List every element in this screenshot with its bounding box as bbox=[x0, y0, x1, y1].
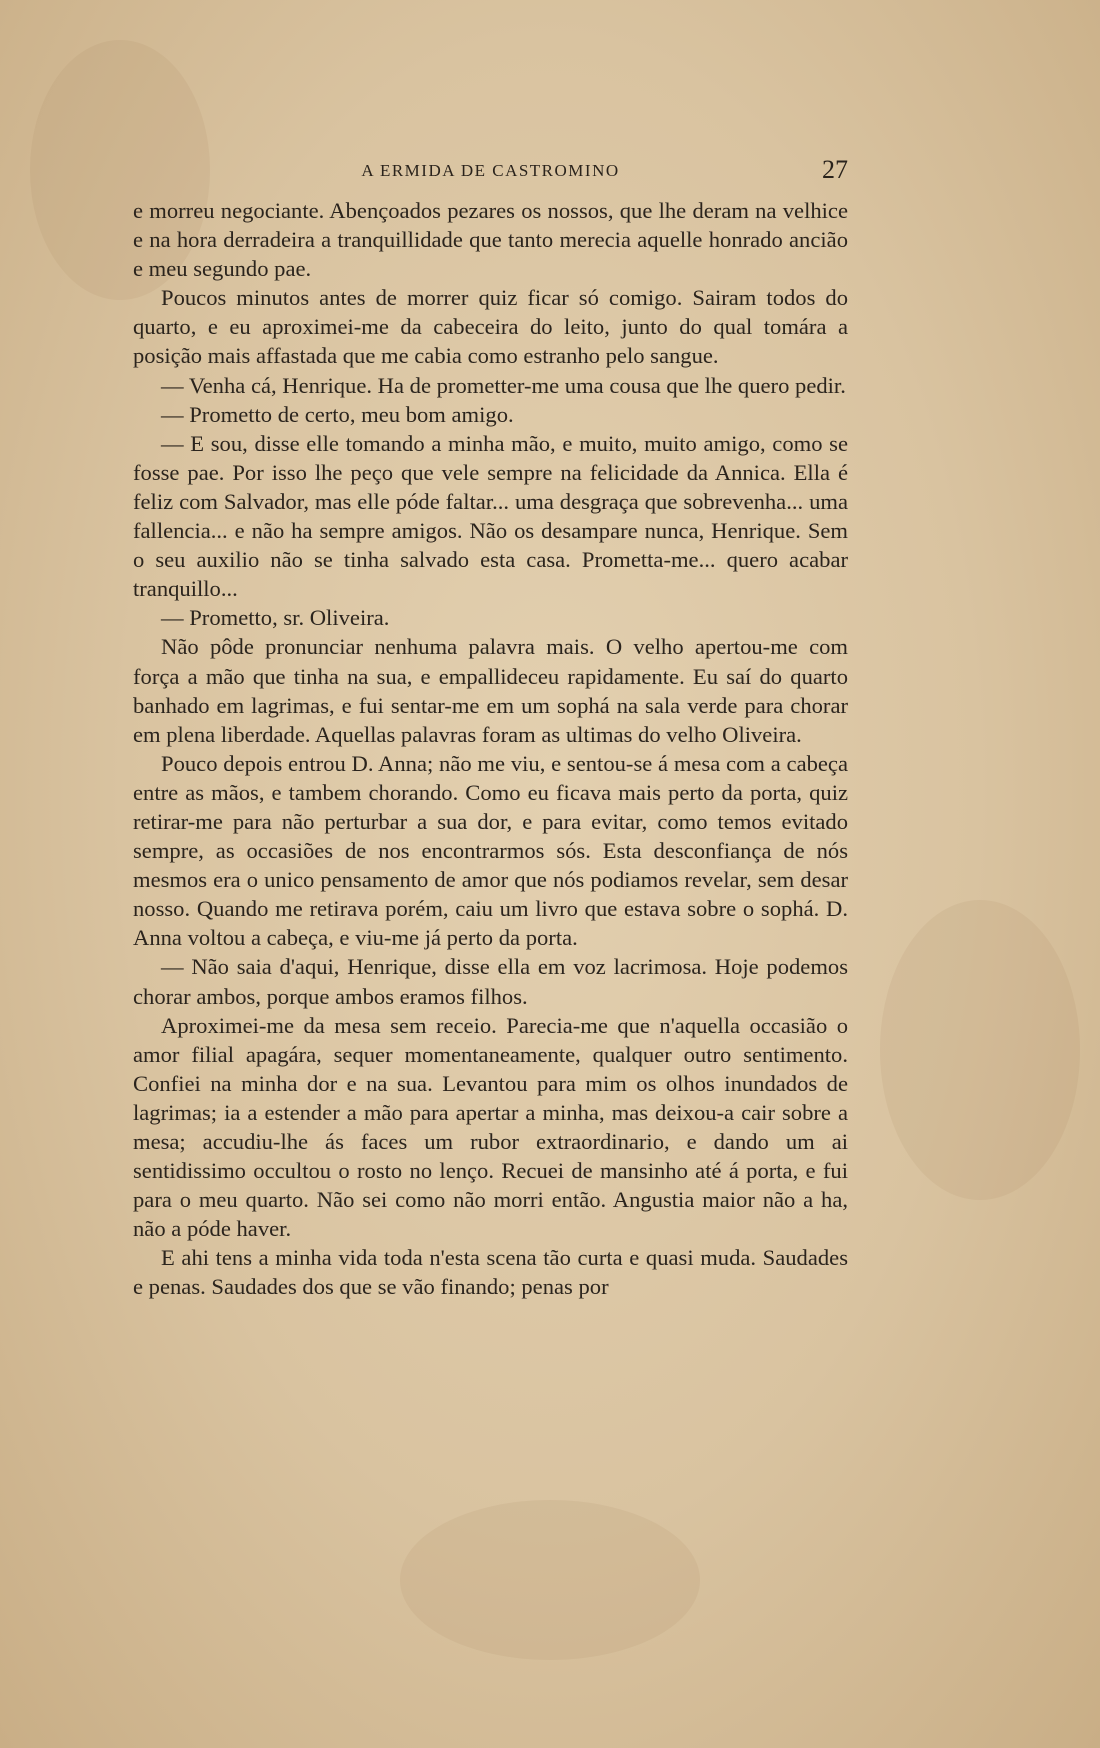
paragraph: Aproximei-me da mesa sem receio. Parecia-me que n'aquella occasião o amor filial apagára, sequer momentaneamente, qualquer outro sentimento. Confiei na minha dor e na sua. Levantou para mim os olhos inundados de lagrimas; ia a estender a mão para apertar a minha, mas deixou-a cair sobre a mesa; accudiu-lhe ás faces um rubor extraordinario, e dando um ai sentidissimo occultou o rosto no lenço. Recuei de mansinho até á porta, e fui para o meu quarto. Não sei como não morri então. Angustia maior não a ha, não a póde haver. bbox=[133, 1012, 848, 1242]
dialogue-line: — Venha cá, Henrique. Ha de prometter-me uma cousa que lhe quero pedir. bbox=[161, 372, 846, 398]
paragraph: Não pôde pronunciar nenhuma palavra mais. O velho apertou-me com força a mão que tinha na sua, e empallideceu rapidamente. Eu saí do quarto banhado em lagrimas, e fui sentar-me em um sophá na sala verde para chorar em plena liberdade. Aquellas palavras foram as ultimas do velho Oliveira. bbox=[133, 634, 848, 747]
dialogue-line: — Não saia d'aqui, Henrique, disse ella em voz lacrimosa. Hoje podemos chorar ambos, porque ambos eramos filhos. bbox=[133, 954, 848, 1009]
dialogue-line: — Prometto, sr. Oliveira. bbox=[161, 605, 390, 631]
page-header bbox=[133, 155, 848, 185]
running-title: A ERMIDA DE CASTROMINO bbox=[361, 161, 620, 180]
page-number: 27 bbox=[822, 155, 848, 184]
paragraph: E ahi tens a minha vida toda n'esta scena tão curta e quasi muda. Saudades e penas. Saudades dos que se vão finando; penas por bbox=[133, 1245, 848, 1300]
dialogue-line: — Prometto de certo, meu bom amigo. bbox=[161, 401, 514, 427]
body-text bbox=[133, 196, 848, 1302]
paper-stain bbox=[880, 900, 1080, 1200]
paragraph: Pouco depois entrou D. Anna; não me viu, e sentou-se á mesa com a cabeça entre as mãos, e tambem chorando. Como eu ficava mais perto da porta, quiz retirar-me para não perturbar a sua dor, e para evitar, como temos evitado sempre, as occasiões de nos encontrarmos sós. Esta desconfiança de nós mesmos era o unico pensamento de amor que nós podiamos revelar, sem desar nosso. Quando me retirava porém, caiu um livro que estava sobre o sophá. D. Anna voltou a cabeça, e viu-me já perto da porta. bbox=[133, 750, 848, 951]
dialogue-line: — E sou, disse elle tomando a minha mão, e muito, muito amigo, como se fosse pae. Por isso lhe peço que vele sempre na felicidade da Annica. Ella é feliz com Salvador, mas elle póde faltar... uma desgraça que sobrevenha... uma fallencia... e não ha sempre amigos. Não os desampare nunca, Henrique. Sem o seu auxilio não se tinha salvado esta casa. Prometta-me... quero acabar tranquillo... bbox=[133, 430, 848, 602]
paper-stain bbox=[400, 1500, 700, 1660]
paragraph: e morreu negociante. Abençoados pezares os nossos, que lhe deram na velhice e na hora derradeira a tranquillidade que tanto merecia aquelle honrado ancião e meu segundo pae. bbox=[133, 198, 848, 282]
paragraph: Poucos minutos antes de morrer quiz ficar só comigo. Sairam todos do quarto, e eu aproximei-me da cabeceira do leito, junto do qual tomára a posição mais affastada que me cabia como estranho pelo sangue. bbox=[133, 285, 848, 369]
